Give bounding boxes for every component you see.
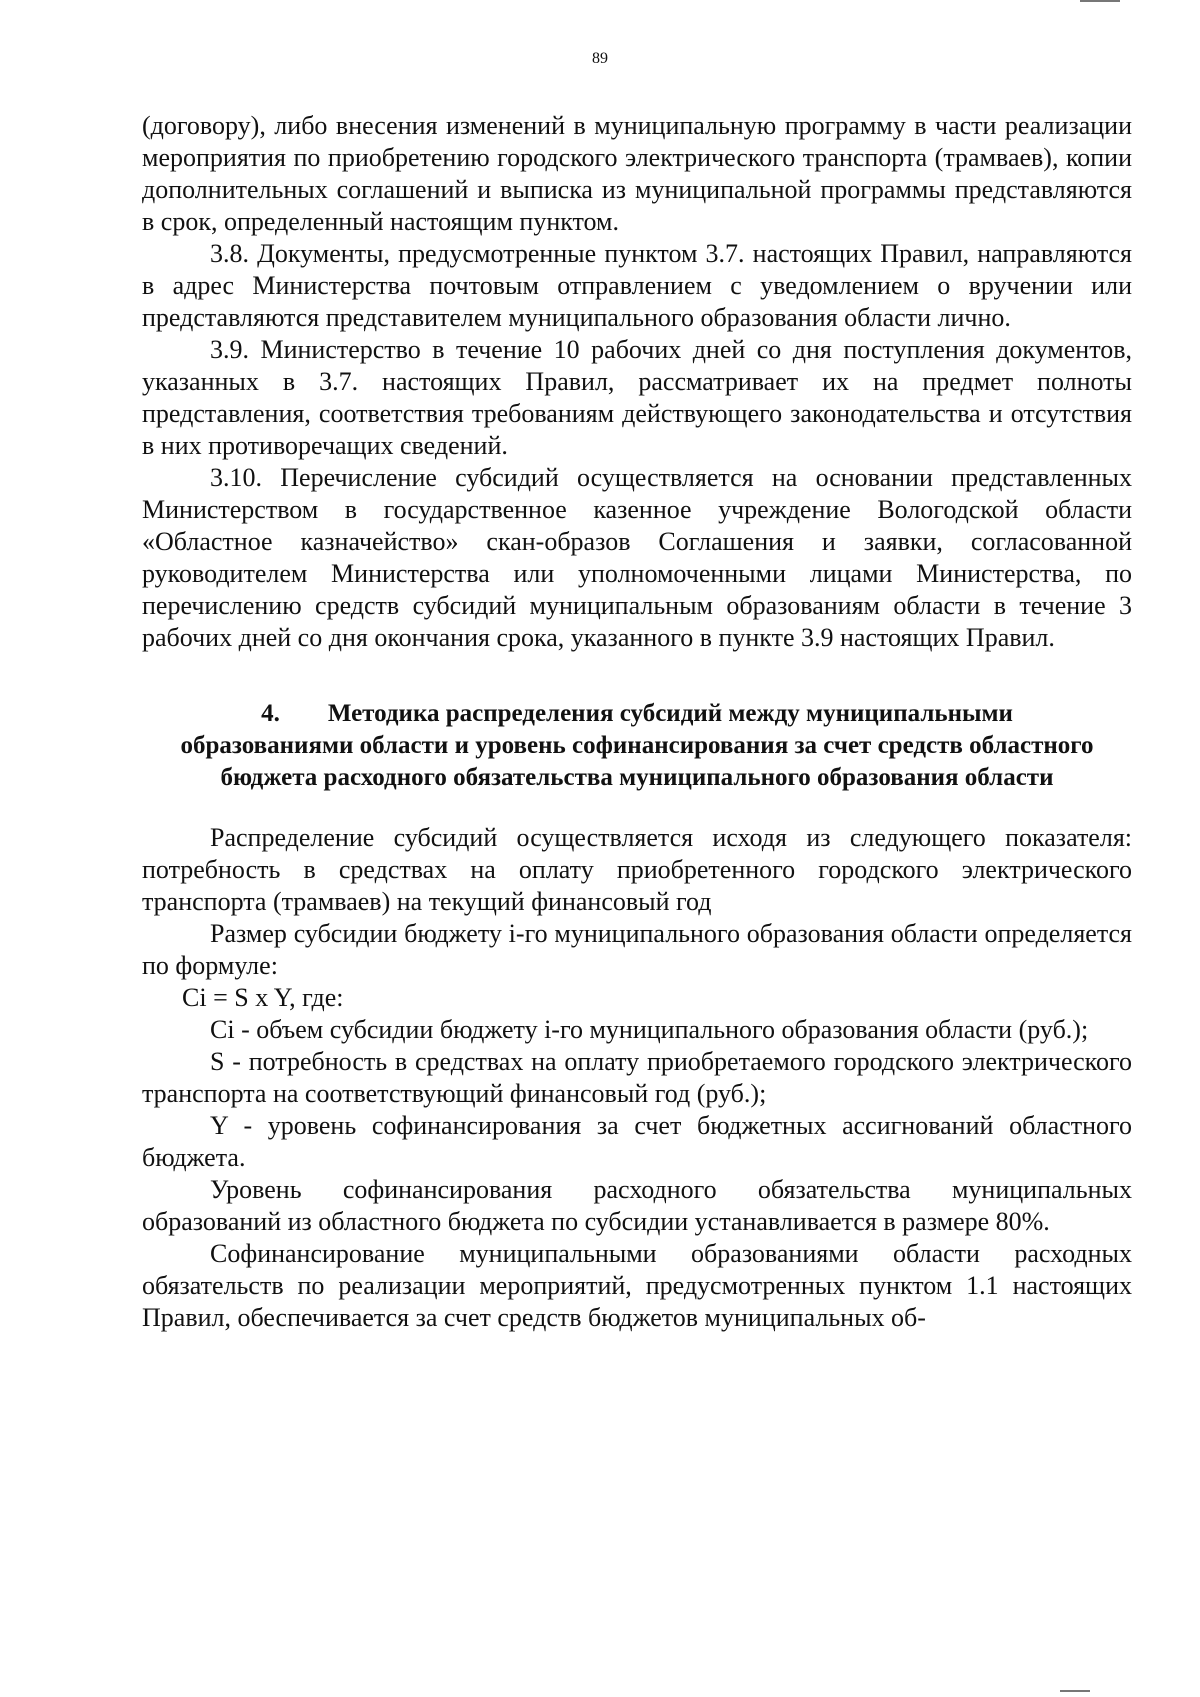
paragraph-3-10: 3.10. Перечисление субсидий осуществляется на основании представленных Министерством в государственное казенное учреждение Вологодской области «Областное казначейство» скан-образов Соглашения и заявки, согласованной руководителем Министерства или уполномоченными лицами Министерства, по перечислению средств субсидий муниципальным образованиям области в течение 3 рабочих дней со дня окончания срока, указанного в пункте 3.9 настоящих Правил. (142, 463, 1132, 652)
paragraph-s-definition: S - потребность в средствах на оплату приобретаемого городского электрического транспорта на соответствующий финансовый год (руб.); (142, 1047, 1132, 1108)
section-heading (142, 698, 1132, 794)
page-number: 89 (592, 50, 608, 67)
paragraph-y-definition: Y - уровень софинансирования за счет бюджетных ассигнований областного бюджета. (142, 1111, 1132, 1172)
scan-artifact-bottom (1060, 1690, 1090, 1692)
scan-artifact-top (1080, 0, 1120, 2)
paragraph-continuation: (договору), либо внесения изменений в муниципальную программу в части реализации мероприятия по приобретению городского электрического транспорта (трамваев), копии дополнительных соглашений и выписка из муниципальной программы представляются в срок, определенный настоящим пунктом. (142, 111, 1132, 236)
paragraph-3-9: 3.9. Министерство в течение 10 рабочих дней со дня поступления документов, указанных в 3.7. настоящих Правил, рассматривает их на предмет полноты представления, соответствия требованиям действующего законодательства и отсутствия в них противоречащих сведений. (142, 335, 1132, 460)
paragraph-distribution: Распределение субсидий осуществляется исходя из следующего показателя: потребность в средствах на оплату приобретенного городского электрического транспорта (трамваев) на текущий финансовый год (142, 823, 1132, 916)
section-number: 4. (261, 700, 280, 727)
section-title: Методика распределения субсидий между муниципальными образованиями области и уровень софинансирования за счет средств областного бюджета расходного обязательства муниципального образования области (180, 700, 1094, 791)
paragraph-subsidy-size: Размер субсидии бюджету i-го муниципального образования области определяется по формуле: (142, 919, 1132, 980)
paragraph-cofinancing-level: Уровень софинансирования расходного обязательства муниципальных образований из областного бюджета по субсидии устанавливается в размере 80%. (142, 1175, 1132, 1236)
paragraph-ci-definition: Ci - объем субсидии бюджету i-го муниципального образования области (руб.); (210, 1015, 1089, 1044)
formula: Ci = S x Y, где: (182, 983, 344, 1012)
paragraph-cofinancing-municipal: Софинансирование муниципальными образованиями области расходных обязательств по реализации мероприятий, предусмотренных пунктом 1.1 настоящих Правил, обеспечивается за счет средств бюджетов муниципальных об- (142, 1239, 1132, 1332)
document-body (142, 110, 1132, 1334)
paragraph-3-8: 3.8. Документы, предусмотренные пунктом 3.7. настоящих Правил, направляются в адрес Министерства почтовым отправлением с уведомлением о вручении или представляются представителем муниципального образования области лично. (142, 239, 1132, 332)
